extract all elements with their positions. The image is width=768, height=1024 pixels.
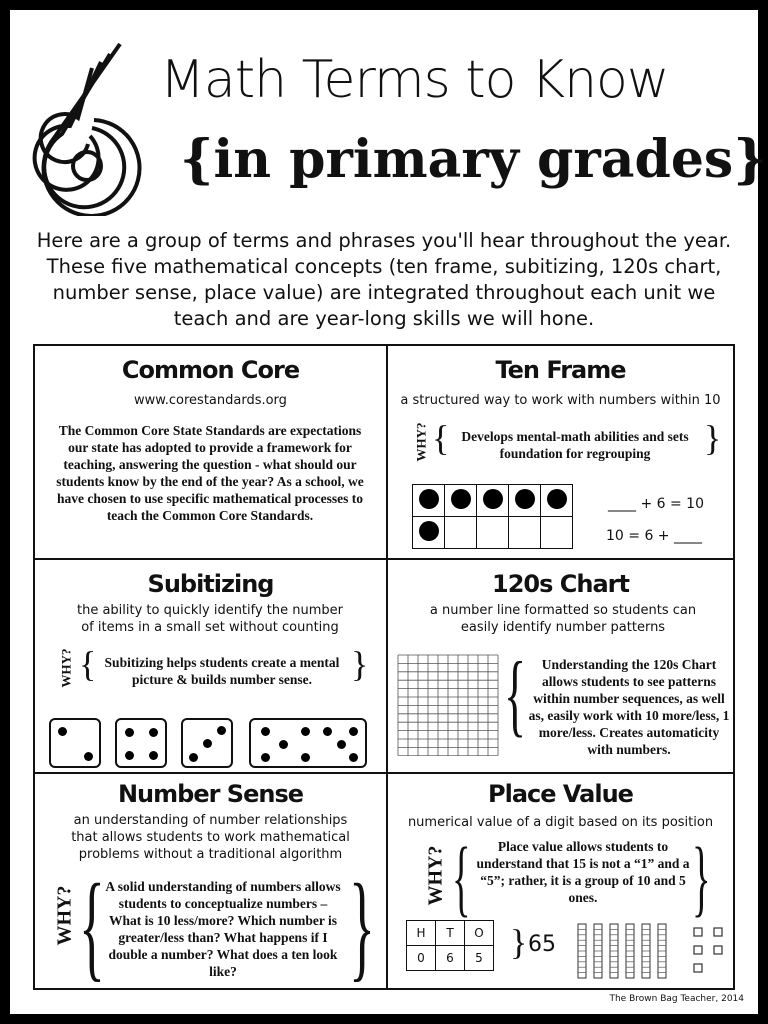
- dot-card-9: [249, 718, 367, 768]
- common-core-body: The Common Core State Standards are expectations our state has adopted to provide a framework for teaching, answering the question - what should our students know by the end of the year? As a school, we have chosen to use specific mathematical processes to teach the Common Core Standards.: [56, 423, 364, 523]
- chart120-brace: {: [504, 643, 527, 745]
- pip: [261, 753, 270, 762]
- number-sense-subtitle: an understanding of number relationships that allows students to work mathematical problems without a traditional algorithm: [71, 813, 350, 862]
- ten-frame-title: Ten Frame: [495, 356, 626, 384]
- subitizing-title: Subitizing: [147, 570, 274, 598]
- ten-frame-subtitle: a structured way to work with numbers within 10: [400, 393, 721, 408]
- number-sense-brace-right: }: [349, 859, 375, 992]
- counter-dot: [451, 489, 471, 509]
- place-value-brace-small: }: [510, 922, 528, 962]
- number-sense-why-label: WHY?: [53, 885, 76, 946]
- place-digit-ones: 5: [465, 946, 494, 971]
- pip: [349, 753, 358, 762]
- pip: [301, 753, 310, 762]
- pip: [279, 740, 288, 749]
- pip: [337, 740, 346, 749]
- cell-common-core: [35, 346, 386, 558]
- subitizing-subtitle: the ability to quickly identify the number of items in a small set without counting: [76, 603, 344, 635]
- ten-frame-cell: [509, 517, 541, 549]
- counter-dot: [547, 489, 567, 509]
- ones-cube: [694, 964, 702, 972]
- ten-frame-cell: [541, 485, 573, 517]
- pip: [84, 752, 93, 761]
- number-sense-title: Number Sense: [117, 780, 304, 808]
- ten-frame-cell: [477, 485, 509, 517]
- intro-paragraph: Here are a group of terms and phrases you'll hear throughout the year. These five mathematical concepts (ten frame, subitizing, 120s chart, number sense, place value) are integrated throughout each unit we teach and are year-long skills we will hone.: [36, 229, 732, 330]
- base-ten-blocks: [576, 922, 726, 980]
- place-value-brace-right: }: [692, 829, 711, 925]
- ones-cube: [694, 946, 702, 954]
- pip: [349, 727, 358, 736]
- place-value-brace-left: {: [452, 829, 471, 925]
- title-line-1: Math Terms to Know: [160, 50, 669, 110]
- pip: [323, 727, 332, 736]
- terms-grid: [33, 344, 735, 990]
- hundred-twenty-grid: [396, 654, 500, 756]
- place-value-title: Place Value: [488, 780, 633, 808]
- chart120-why-text: Understanding the 120s Chart allows students to see patterns within number sequences, as well as, easily work with 10 more/less, 1 more/less. Creates automaticity with numbers.: [528, 657, 730, 757]
- number-sense-brace-left: {: [79, 859, 105, 992]
- place-value-number: 65: [528, 932, 556, 957]
- counter-dot: [483, 489, 503, 509]
- ten-frame-cell: [445, 517, 477, 549]
- common-core-title: Common Core: [121, 356, 300, 384]
- cell-number-sense: [35, 774, 386, 992]
- place-digit-tens: 6: [436, 946, 465, 971]
- place-value-why-text: Place value allows students to understand that 15 is not a “1” and a “5”; rather, it is a group of 10 and 5 ones.: [476, 839, 690, 905]
- pip: [58, 727, 67, 736]
- common-core-subtitle: www.corestandards.org: [134, 393, 287, 408]
- ones-cube: [694, 928, 702, 936]
- ten-frame-grid: [412, 484, 573, 549]
- subitizing-brace-left: {: [79, 644, 97, 684]
- counter-dot: [515, 489, 535, 509]
- dot-card-3: [181, 718, 233, 768]
- ten-frame-equation-2: 10 = 6 + ____: [606, 528, 702, 544]
- place-digit-hundreds: 0: [407, 946, 436, 971]
- place-header-tens: T: [436, 921, 465, 946]
- ten-frame-brace-left: {: [432, 418, 450, 458]
- place-value-subtitle: numerical value of a digit based on its position: [407, 815, 714, 830]
- pip: [261, 727, 270, 736]
- place-value-chart: [406, 920, 494, 971]
- place-value-why-label: WHY?: [424, 845, 447, 906]
- ten-frame-cell: [445, 485, 477, 517]
- pip: [125, 751, 134, 760]
- ten-frame-why-text: Develops mental-math abilities and sets foundation for regrouping: [461, 429, 689, 461]
- counter-dot: [419, 489, 439, 509]
- pip: [189, 753, 198, 762]
- ten-frame-equation-1: ____ + 6 = 10: [608, 496, 704, 512]
- pip: [301, 727, 310, 736]
- ten-frame-brace-right: }: [704, 418, 722, 458]
- dot-card-4: [115, 718, 167, 768]
- dot-card-2: [49, 718, 101, 768]
- ten-frame-cell: [413, 517, 445, 549]
- credit-text: The Brown Bag Teacher, 2014: [609, 994, 744, 1004]
- poster-page: [10, 10, 767, 1014]
- cell-ten-frame: [388, 346, 733, 558]
- pip: [203, 739, 212, 748]
- place-header-hundreds: H: [407, 921, 436, 946]
- big-six-numeral: [24, 38, 150, 216]
- cell-120s-chart: [388, 560, 733, 772]
- pip: [217, 726, 226, 735]
- ten-frame-cell: [477, 517, 509, 549]
- number-sense-why-text: A solid understanding of numbers allows students to conceptualize numbers – What is 10 less/more? Which number is greater/less than? What happens if I double a number? What does a ten look like?: [105, 879, 341, 979]
- counter-dot: [419, 521, 439, 541]
- ones-cube: [714, 946, 722, 954]
- pip: [149, 728, 158, 737]
- subitizing-brace-right: }: [351, 644, 369, 684]
- cell-subitizing: [35, 560, 386, 772]
- title-line-2: {in primary grades}: [180, 129, 767, 190]
- ten-frame-cell: [413, 485, 445, 517]
- ten-frame-cell: [541, 517, 573, 549]
- subitizing-why-label: WHY?: [58, 648, 74, 688]
- chart120-title: 120s Chart: [492, 570, 629, 598]
- pip: [125, 728, 134, 737]
- ten-frame-cell: [509, 485, 541, 517]
- cell-place-value: [388, 774, 733, 988]
- place-header-ones: O: [465, 921, 494, 946]
- chart120-subtitle: a number line formatted so students can easily identify number patterns: [429, 603, 697, 635]
- subitizing-why-text: Subitizing helps students create a mental picture & builds number sense.: [104, 655, 340, 687]
- pip: [149, 751, 158, 760]
- ten-frame-why-label: WHY?: [413, 422, 429, 462]
- ones-cube: [714, 928, 722, 936]
